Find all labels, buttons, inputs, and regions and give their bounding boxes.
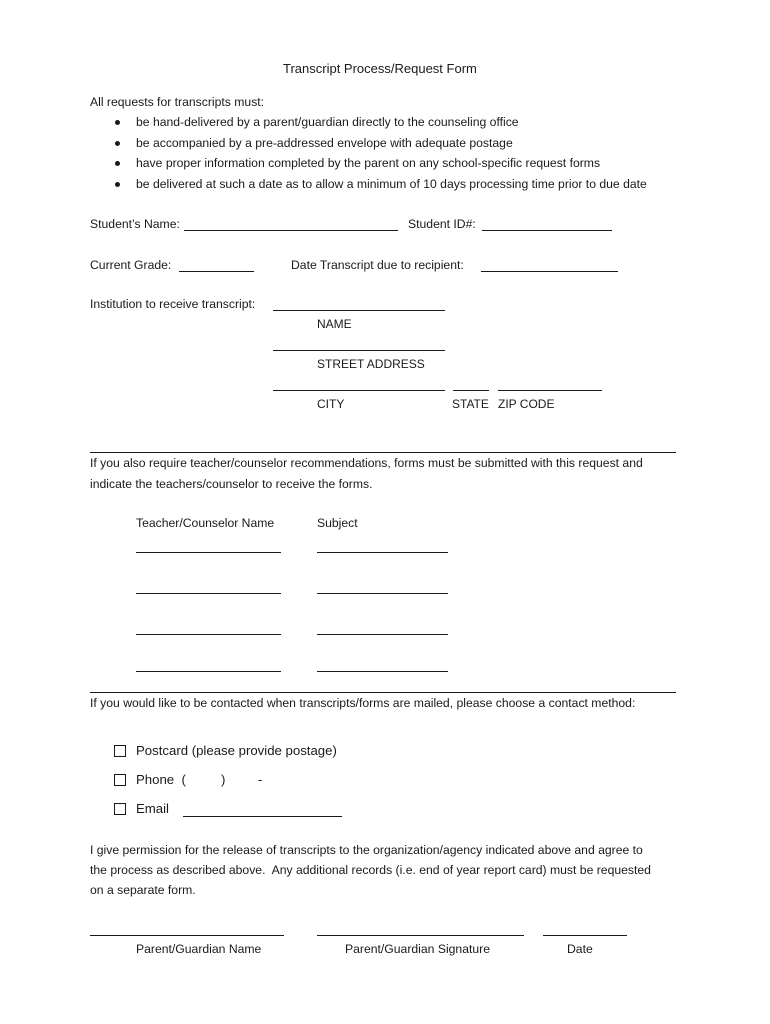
section-divider [90,452,676,453]
date-caption: Date [567,942,593,956]
bullet-icon [115,182,120,187]
date-field[interactable] [543,935,627,936]
subject-field[interactable] [317,552,448,553]
zip-code-field[interactable] [498,390,602,391]
email-field[interactable] [183,816,342,817]
state-field[interactable] [453,390,489,391]
parent-name-caption: Parent/Guardian Name [136,942,262,956]
phone-label: Phone ( [136,772,186,787]
student-name-field[interactable] [184,230,398,231]
current-grade-label: Current Grade: [90,258,172,272]
teacher-name-field[interactable] [136,593,281,594]
state-caption: STATE [452,397,489,411]
email-checkbox[interactable] [114,803,126,815]
student-id-label: Student ID#: [408,217,476,231]
teacher-column-header: Teacher/Counselor Name [136,516,275,530]
postcard-label: Postcard (please provide postage) [136,743,337,758]
teacher-name-field[interactable] [136,671,281,672]
bullet-icon [115,161,120,166]
bullet-item: have proper information completed by the parent on any school-specific request forms [136,156,601,170]
parent-signature-field[interactable] [317,935,524,936]
city-caption: CITY [317,397,345,411]
postcard-checkbox[interactable] [114,745,126,757]
permission-text: on a separate form. [90,883,196,897]
institution-label: Institution to receive transcript: [90,297,256,311]
form-title: Transcript Process/Request Form [283,61,477,76]
parent-name-field[interactable] [90,935,284,936]
date-due-field[interactable] [481,271,618,272]
street-address-field[interactable] [273,350,445,351]
name-caption: NAME [317,317,352,331]
intro-text: All requests for transcripts must: [90,95,265,109]
subject-field[interactable] [317,593,448,594]
institution-name-field[interactable] [273,310,445,311]
parent-signature-caption: Parent/Guardian Signature [345,942,490,956]
recommendation-text: indicate the teachers/counselor to receive the forms. [90,477,373,491]
student-id-field[interactable] [482,230,612,231]
bullet-item: be delivered at such a date as to allow a minimum of 10 days processing time prior to due date [136,177,647,191]
subject-field[interactable] [317,671,448,672]
street-address-caption: STREET ADDRESS [317,357,425,371]
bullet-item: be hand-delivered by a parent/guardian directly to the counseling office [136,115,519,129]
phone-dash: - [258,772,263,787]
phone-paren-close: ) [221,772,226,787]
bullet-item: be accompanied by a pre-addressed envelope with adequate postage [136,136,513,150]
permission-text: the process as described above. Any additional records (i.e. end of year report card) must be requested [90,863,651,877]
current-grade-field[interactable] [179,271,254,272]
subject-field[interactable] [317,634,448,635]
subject-column-header: Subject [317,516,358,530]
contact-instructions: If you would like to be contacted when transcripts/forms are mailed, please choose a contact method: [90,696,636,710]
email-label: Email [136,801,169,816]
bullet-icon [115,120,120,125]
bullet-icon [115,141,120,146]
teacher-name-field[interactable] [136,634,281,635]
permission-text: I give permission for the release of transcripts to the organization/agency indicated above and agree to [90,843,643,857]
city-field[interactable] [273,390,445,391]
zip-code-caption: ZIP CODE [498,397,555,411]
phone-checkbox[interactable] [114,774,126,786]
section-divider [90,692,676,693]
recommendation-text: If you also require teacher/counselor recommendations, forms must be submitted with this request and [90,456,643,470]
teacher-name-field[interactable] [136,552,281,553]
date-due-label: Date Transcript due to recipient: [291,258,464,272]
student-name-label: Student’s Name: [90,217,180,231]
